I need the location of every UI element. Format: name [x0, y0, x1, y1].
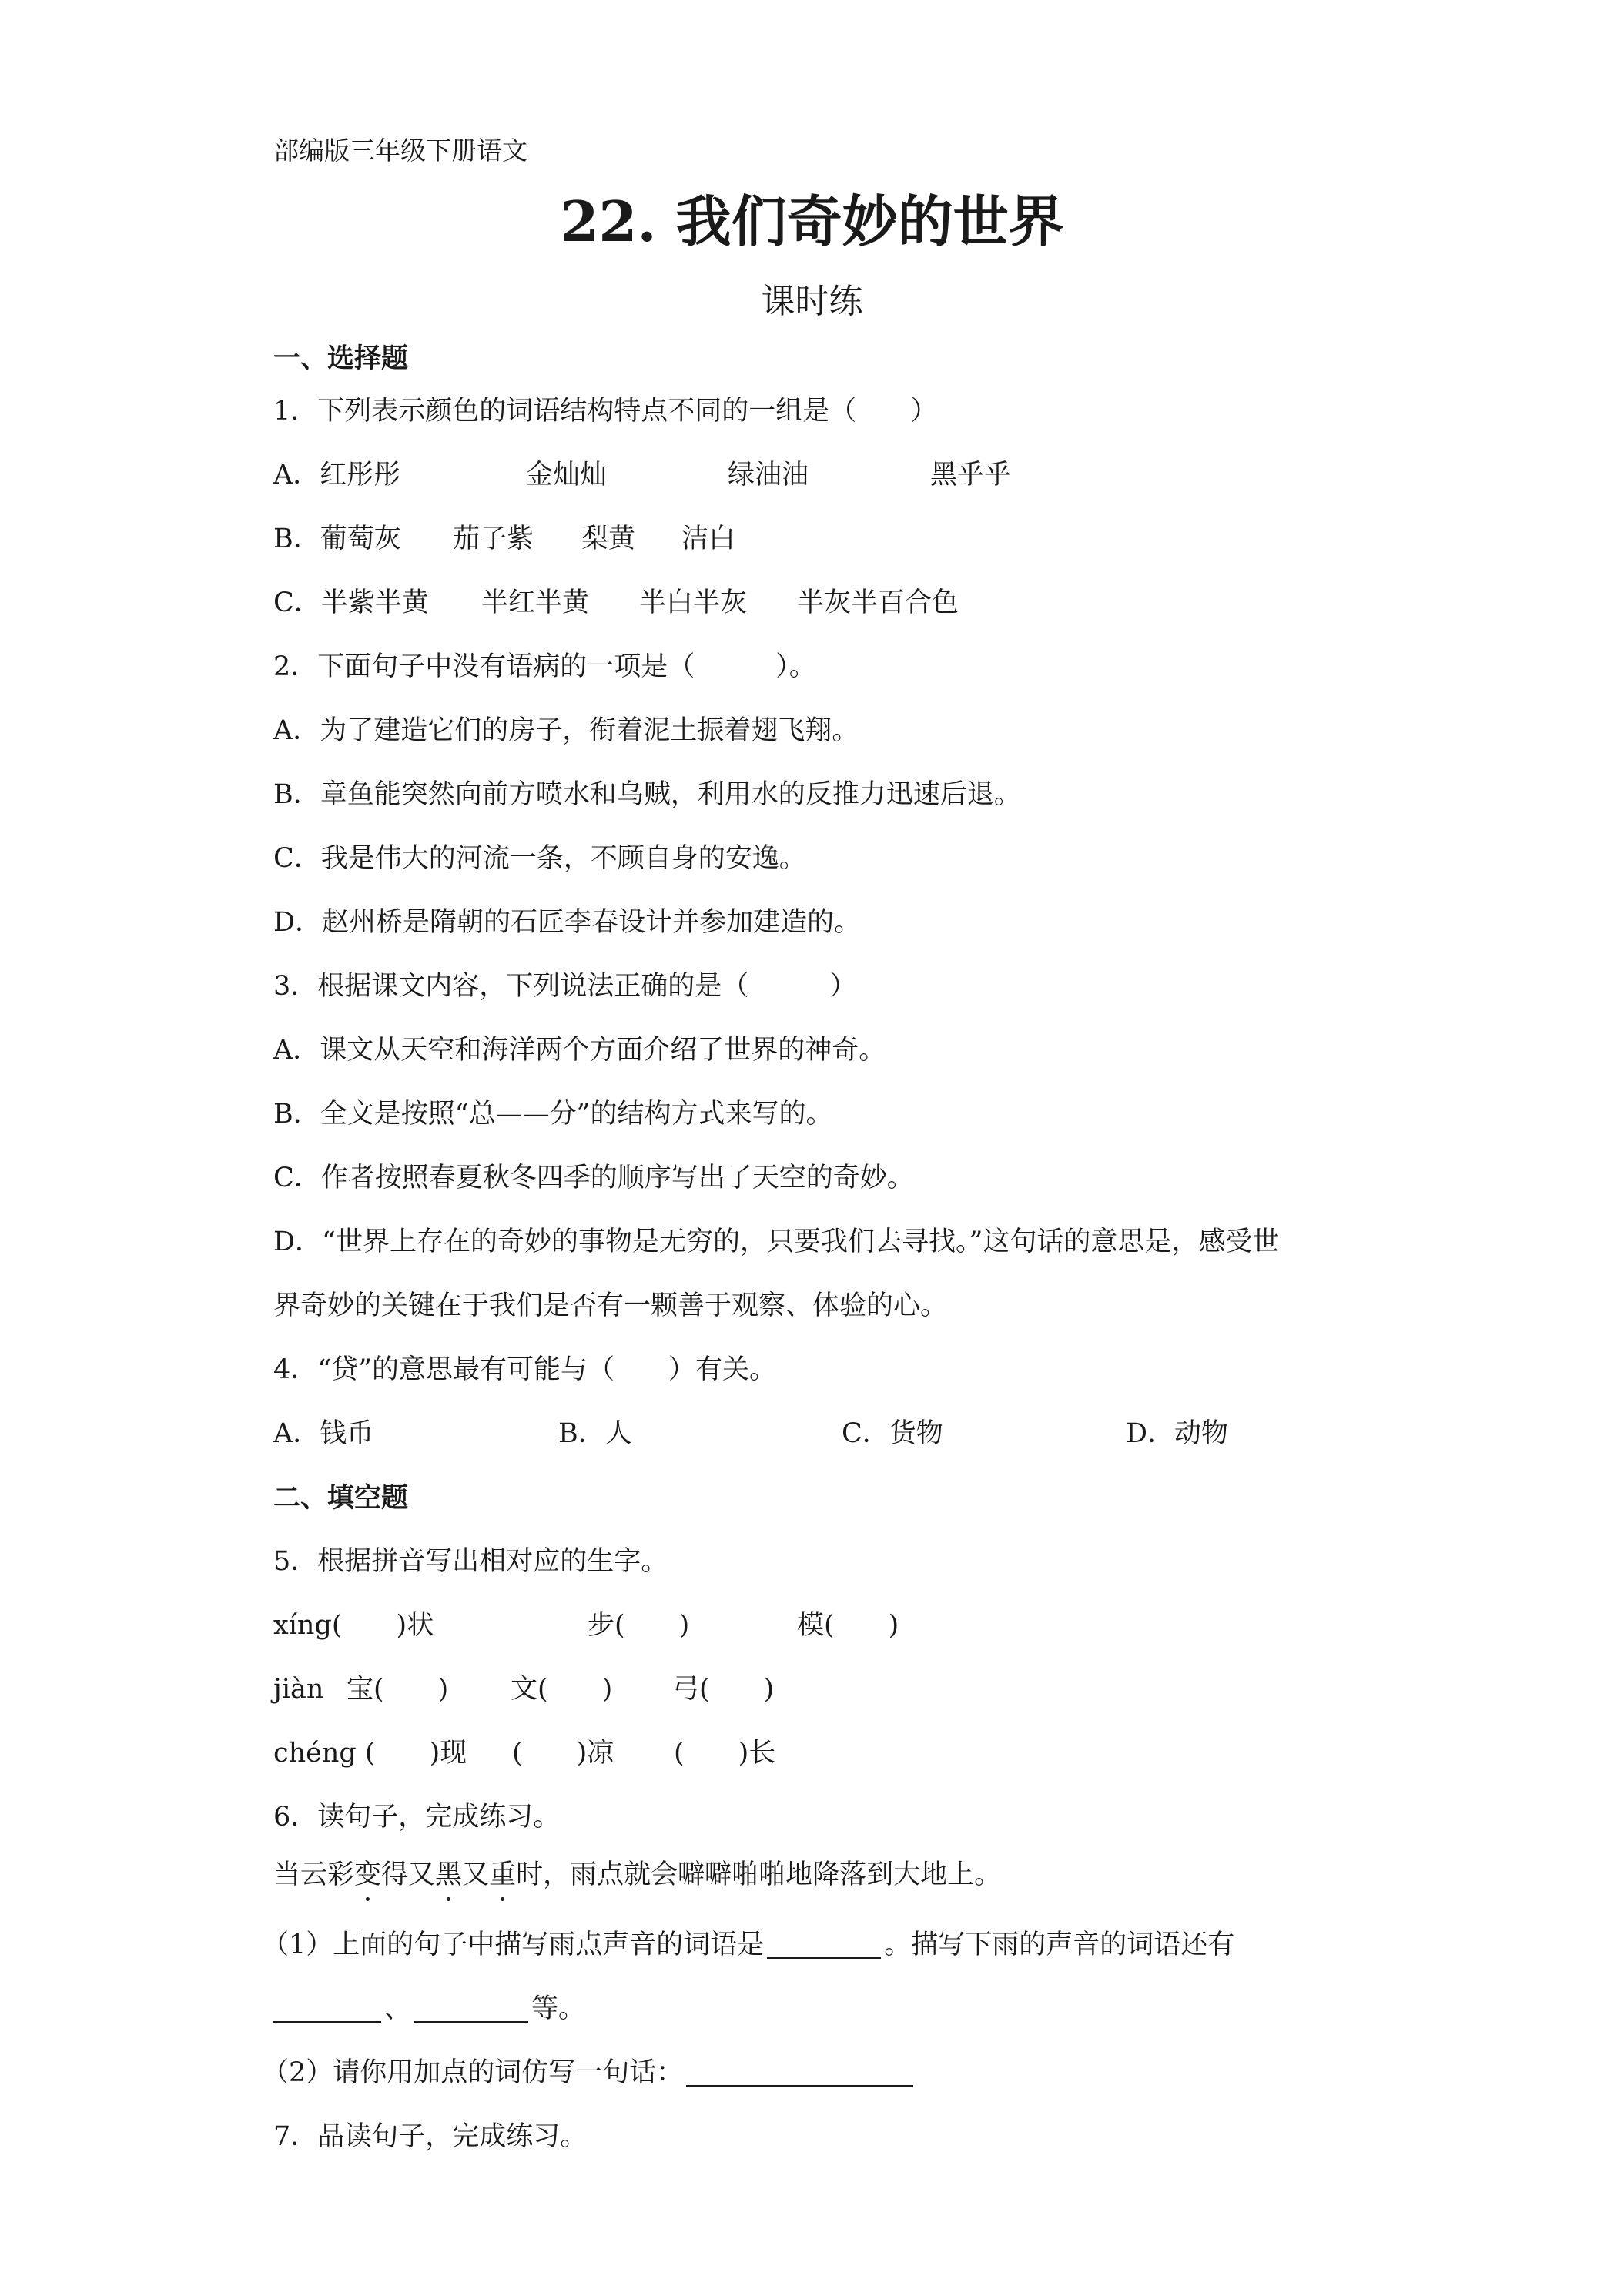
answer-blank[interactable]	[414, 1998, 528, 2023]
question-2-stem: 2．下面句子中没有语病的一项是（ ）。	[273, 651, 816, 682]
page-subtitle: 课时练	[761, 282, 863, 321]
q2-option-c: C．我是伟大的河流一条，不顾自身的安逸。	[273, 843, 806, 874]
q5-row1-item2: 步( )	[588, 1610, 690, 1641]
q1-option-a-1: A．红彤彤	[273, 460, 401, 490]
q1-option-b-4: 洁白	[681, 524, 736, 554]
q1-option-c-2: 半红半黄	[481, 587, 590, 618]
q1-option-b-1: B．葡萄灰	[273, 524, 401, 554]
q5-row1-item3: 模( )	[797, 1610, 899, 1641]
question-4-stem: 4．“贷”的意思最有可能与（ ）有关。	[273, 1354, 777, 1385]
q5-row1-item1: xíng( )状	[273, 1610, 434, 1641]
question-3-stem: 3．根据课文内容，下列说法正确的是（ ）	[273, 971, 857, 1002]
q6-part2	[262, 2057, 916, 2088]
emphasis-dot-char: 黑	[435, 1859, 463, 1890]
q4-option-d: D．动物	[1126, 1418, 1229, 1449]
emphasis-dot-char: 重	[489, 1859, 517, 1890]
q3-option-a: A．课文从天空和海洋两个方面介绍了世界的神奇。	[273, 1035, 886, 1066]
q5-row2-pinyin: jiàn	[273, 1674, 324, 1705]
q6-part2-text: （2）请你用加点的词仿写一句话：	[262, 2057, 684, 2088]
q3-option-d-line1: D．“世界上存在的奇妙的事物是无穷的，只要我们去寻找。”这句话的意思是，感受世	[273, 1227, 1280, 1257]
q5-row3-item3: ( )长	[674, 1738, 776, 1769]
answer-blank[interactable]	[767, 1934, 881, 1959]
q6-sentence-part: 得又	[381, 1859, 436, 1890]
q2-option-a: A．为了建造它们的房子，衔着泥土振着翅飞翔。	[273, 715, 859, 746]
q6-part1-text: 。描写下雨的声音的词语还有	[884, 1930, 1235, 1960]
q6-part1-line2	[273, 1993, 586, 2024]
emphasis-dot-char: 变	[354, 1859, 382, 1890]
q1-option-c-3: 半白半灰	[639, 587, 748, 618]
q6-sentence-part: 时，雨点就会噼噼啪啪地降落到大地上。	[516, 1859, 1002, 1890]
q5-row3-item1: chéng ( )现	[273, 1738, 467, 1769]
q3-option-c: C．作者按照春夏秋冬四季的顺序写出了天空的奇妙。	[273, 1163, 914, 1193]
section-heading-choice: 一、选择题	[273, 343, 409, 374]
q6-sentence-part: 又	[462, 1859, 490, 1890]
q1-option-a-4: 黑乎乎	[930, 460, 1012, 490]
q5-row3-item2: ( )凉	[512, 1738, 614, 1769]
q6-part1-end: 等。	[531, 1993, 586, 2024]
q4-option-c: C．货物	[842, 1418, 943, 1449]
document-header: 部编版三年级下册语文	[273, 136, 527, 166]
q1-option-c-1: C．半紫半黄	[273, 587, 429, 618]
question-5-stem: 5．根据拼音写出相对应的生字。	[273, 1546, 668, 1577]
q2-option-d: D．赵州桥是隋朝的石匠李春设计并参加建造的。	[273, 907, 862, 938]
page-title: 22. 我们奇妙的世界	[560, 189, 1064, 254]
q3-option-b: B．全文是按照“总——分”的结构方式来写的。	[273, 1099, 833, 1130]
q1-option-c-4: 半灰半百合色	[797, 587, 959, 618]
q6-part1-text: （1）上面的句子中描写雨点声音的词语是	[262, 1930, 765, 1960]
answer-blank[interactable]	[686, 2062, 913, 2087]
q6-part1-sep: 、	[384, 1993, 412, 2024]
question-7-stem: 7．品读句子，完成练习。	[273, 2121, 588, 2152]
q4-option-a: A．钱币	[273, 1418, 374, 1449]
q1-option-b-2: 茄子紫	[453, 524, 534, 554]
q6-sentence-part: 当云彩	[273, 1859, 355, 1890]
q1-option-b-3: 梨黄	[581, 524, 636, 554]
question-1-stem: 1．下列表示颜色的词语结构特点不同的一组是（ ）	[273, 396, 938, 427]
q5-row2-item2: 文( )	[511, 1674, 613, 1705]
q6-sentence	[273, 1859, 1002, 1890]
section-heading-fill: 二、填空题	[273, 1482, 409, 1514]
q6-part1-line1	[262, 1932, 1234, 1959]
q5-row2-item1: 宝( )	[347, 1674, 449, 1705]
answer-blank[interactable]	[273, 1998, 381, 2023]
question-6-stem: 6．读句子，完成练习。	[273, 1802, 561, 1832]
q2-option-b: B．章鱼能突然向前方喷水和乌贼，利用水的反推力迅速后退。	[273, 779, 1021, 810]
q3-option-d-line2: 界奇妙的关键在于我们是否有一颗善于观察、体验的心。	[273, 1290, 948, 1321]
q4-option-b: B．人	[558, 1418, 632, 1449]
q1-option-a-2: 金灿灿	[526, 460, 608, 490]
q5-row2-item3: 弓( )	[672, 1674, 775, 1705]
q1-option-a-3: 绿油油	[728, 460, 809, 490]
